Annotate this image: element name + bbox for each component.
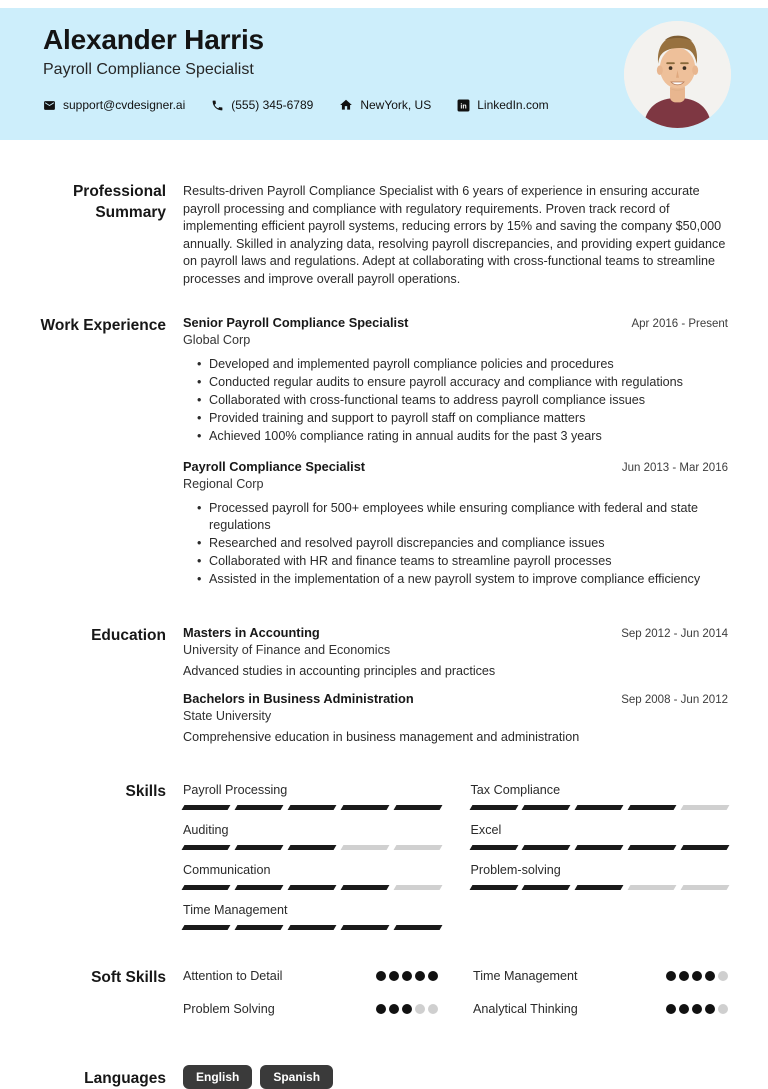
soft-skill-item	[183, 969, 438, 1002]
skill-segment-empty	[628, 885, 677, 890]
rating-dot-filled	[389, 1004, 399, 1014]
skill-segment-filled	[393, 805, 442, 810]
rating-dot-filled	[679, 971, 689, 981]
soft-skills-grid	[183, 969, 728, 1035]
soft-skill-name: Attention to Detail	[183, 969, 283, 983]
skill-segment-filled	[469, 885, 518, 890]
soft-skill-level-dots	[666, 971, 728, 981]
language-pill: English	[183, 1065, 252, 1089]
skill-level-bar	[183, 845, 441, 850]
rating-dot-filled	[376, 971, 386, 981]
rating-dot-filled	[402, 1004, 412, 1014]
rating-dot-empty	[718, 1004, 728, 1014]
rating-dot-empty	[415, 1004, 425, 1014]
job-bullet-list	[183, 356, 728, 446]
skill-segment-filled	[575, 805, 624, 810]
degree-name: Masters in Accounting	[183, 625, 320, 640]
job-bullet: • Researched and resolved payroll discrepancies and compliance issues	[197, 535, 728, 553]
rating-dot-filled	[705, 971, 715, 981]
contact-phone[interactable]	[211, 98, 313, 112]
skill-name: Payroll Processing	[183, 783, 288, 797]
skill-level-bar	[471, 845, 729, 850]
language-pill-row	[183, 1065, 728, 1089]
job-bullet: • Processed payroll for 500+ employees while ensuring compliance with federal and state regulations	[197, 500, 728, 535]
skill-segment-filled	[575, 885, 624, 890]
degree-description: Comprehensive education in business management and administration	[183, 730, 580, 744]
degree-name: Bachelors in Business Administration	[183, 691, 414, 706]
rating-dot-filled	[692, 1004, 702, 1014]
skill-level-bar	[183, 925, 441, 930]
education-entry	[183, 625, 728, 678]
section-skills	[40, 781, 728, 943]
section-title-soft-skills: Soft Skills	[91, 969, 166, 986]
job-bullet: • Collaborated with cross-functional teams to address payroll compliance issues	[197, 392, 728, 410]
skill-segment-filled	[340, 805, 389, 810]
linkedin-icon	[457, 99, 470, 112]
rating-dot-filled	[679, 1004, 689, 1014]
resume-body	[0, 181, 768, 1089]
soft-skill-name: Analytical Thinking	[473, 1002, 578, 1016]
skill-segment-filled	[234, 925, 283, 930]
section-title-languages: Languages	[84, 1070, 166, 1087]
skill-segment-filled	[340, 925, 389, 930]
skill-name: Communication	[183, 863, 271, 877]
rating-dot-filled	[428, 971, 438, 981]
section-soft-skills	[40, 967, 728, 1035]
skill-segment-filled	[234, 885, 283, 890]
svg-text:in: in	[460, 102, 467, 110]
job-entry	[183, 315, 728, 446]
skill-segment-filled	[393, 925, 442, 930]
soft-skill-name: Time Management	[473, 969, 578, 983]
skill-item	[471, 863, 729, 903]
section-education	[40, 625, 728, 744]
skill-segment-empty	[393, 885, 442, 890]
skill-segment-filled	[575, 845, 624, 850]
skill-segment-filled	[469, 845, 518, 850]
job-bullet: • Achieved 100% compliance rating in annual audits for the past 3 years	[197, 428, 728, 446]
skill-level-bar	[471, 805, 729, 810]
soft-skill-name: Problem Solving	[183, 1002, 275, 1016]
skill-segment-filled	[681, 845, 730, 850]
skills-grid	[183, 783, 728, 943]
skill-level-bar	[471, 885, 729, 890]
skill-item	[471, 783, 729, 823]
skill-name: Problem-solving	[470, 863, 561, 877]
skill-segment-filled	[182, 845, 231, 850]
section-languages	[40, 1068, 728, 1089]
soft-skill-item	[473, 1002, 728, 1035]
skill-name: Tax Compliance	[470, 783, 561, 797]
rating-dot-filled	[376, 1004, 386, 1014]
skill-name: Excel	[470, 823, 502, 837]
skill-segment-filled	[182, 885, 231, 890]
degree-dates: Sep 2012 - Jun 2014	[621, 628, 728, 640]
section-work-experience	[40, 315, 728, 589]
profile-photo	[624, 21, 731, 128]
contact-location-text: NewYork, US	[360, 98, 432, 112]
rating-dot-filled	[666, 971, 676, 981]
skill-item	[183, 783, 441, 823]
degree-description: Advanced studies in accounting principles and practices	[183, 664, 496, 678]
skill-item	[183, 823, 441, 863]
degree-school: University of Finance and Economics	[183, 643, 391, 657]
degree-dates: Sep 2008 - Jun 2012	[621, 694, 728, 706]
profile-photo-illustration	[624, 21, 731, 128]
job-dates: Apr 2016 - Present	[631, 318, 728, 330]
rating-dot-filled	[415, 971, 425, 981]
home-icon	[339, 98, 353, 112]
skill-segment-empty	[681, 885, 730, 890]
skill-segment-filled	[287, 925, 336, 930]
skill-segment-empty	[393, 845, 442, 850]
skill-item	[471, 823, 729, 863]
soft-skill-level-dots	[376, 1004, 438, 1014]
section-title-summary: Professional Summary	[72, 183, 166, 222]
skill-segment-filled	[234, 805, 283, 810]
section-title-skills: Skills	[125, 783, 166, 800]
contact-location	[339, 98, 431, 112]
skill-item	[183, 863, 441, 903]
skill-segment-filled	[182, 925, 231, 930]
skill-segment-filled	[522, 885, 571, 890]
skill-segment-filled	[628, 845, 677, 850]
summary-text: Results-driven Payroll Compliance Specialist with 6 years of experience in ensuring accurate payroll processing and compliance with regulatory requirements. Proven track record of implementing efficient payroll systems, reducing errors by 15% and saving the company $50,000 annually. Skilled in analyzing data, resolving payroll discrepancies, and providing expert guidance on payroll laws and regulations. Adept at collaborating with cross-functional teams to streamline processes and improve overall payroll operations.	[183, 184, 726, 286]
resume-header	[0, 8, 768, 140]
rating-dot-filled	[666, 1004, 676, 1014]
skill-segment-filled	[469, 805, 518, 810]
job-company: Regional Corp	[183, 476, 264, 491]
contact-linkedin[interactable]	[457, 98, 548, 112]
rating-dot-empty	[718, 971, 728, 981]
skill-segment-filled	[287, 845, 336, 850]
job-entry	[183, 459, 728, 589]
job-role: Payroll Compliance Specialist	[183, 458, 366, 474]
contact-email-text: support@cvdesigner.ai	[63, 98, 186, 112]
skill-segment-filled	[287, 885, 336, 890]
skill-segment-filled	[340, 885, 389, 890]
skill-segment-empty	[340, 845, 389, 850]
skill-segment-filled	[287, 805, 336, 810]
language-pill: Spanish	[260, 1065, 333, 1089]
soft-skill-level-dots	[666, 1004, 728, 1014]
job-bullet: • Conducted regular audits to ensure payroll accuracy and compliance with regulations	[197, 374, 728, 392]
section-title-education: Education	[91, 627, 166, 644]
section-title-experience: Work Experience	[40, 317, 166, 334]
rating-dot-filled	[692, 971, 702, 981]
email-icon	[43, 99, 56, 112]
rating-dot-filled	[389, 971, 399, 981]
skill-level-bar	[183, 805, 441, 810]
skill-level-bar	[183, 885, 441, 890]
education-entry	[183, 691, 728, 744]
contact-phone-text: (555) 345-6789	[231, 98, 314, 112]
section-professional-summary	[40, 181, 728, 288]
job-bullet-list	[183, 500, 728, 589]
skill-name: Auditing	[183, 823, 229, 837]
soft-skill-item	[183, 1002, 438, 1035]
rating-dot-filled	[402, 971, 412, 981]
skill-segment-empty	[681, 805, 730, 810]
skill-segment-filled	[522, 805, 571, 810]
job-bullet: • Collaborated with HR and finance teams to streamline payroll processes	[197, 553, 728, 571]
contact-email[interactable]	[43, 98, 185, 112]
soft-skill-level-dots	[376, 971, 438, 981]
degree-school: State University	[183, 709, 272, 723]
skill-segment-filled	[234, 845, 283, 850]
job-dates: Jun 2013 - Mar 2016	[621, 461, 728, 474]
phone-icon	[211, 99, 224, 112]
skill-segment-filled	[522, 845, 571, 850]
soft-skill-item	[473, 969, 728, 1002]
skill-item	[183, 903, 441, 943]
rating-dot-empty	[428, 1004, 438, 1014]
contact-linkedin-text: LinkedIn.com	[477, 98, 549, 112]
job-role: Senior Payroll Compliance Specialist	[183, 315, 409, 330]
candidate-name: Alexander Harris	[43, 24, 264, 55]
candidate-title: Payroll Compliance Specialist	[43, 61, 254, 78]
skill-name: Time Management	[183, 903, 288, 917]
job-bullet: • Provided training and support to payroll staff on compliance matters	[197, 410, 728, 428]
skill-segment-filled	[628, 805, 677, 810]
job-company: Global Corp	[183, 333, 251, 347]
rating-dot-filled	[705, 1004, 715, 1014]
skill-segment-filled	[182, 805, 231, 810]
job-bullet: • Assisted in the implementation of a new payroll system to improve compliance efficiency	[197, 571, 728, 589]
job-bullet: • Developed and implemented payroll compliance policies and procedures	[197, 356, 728, 374]
